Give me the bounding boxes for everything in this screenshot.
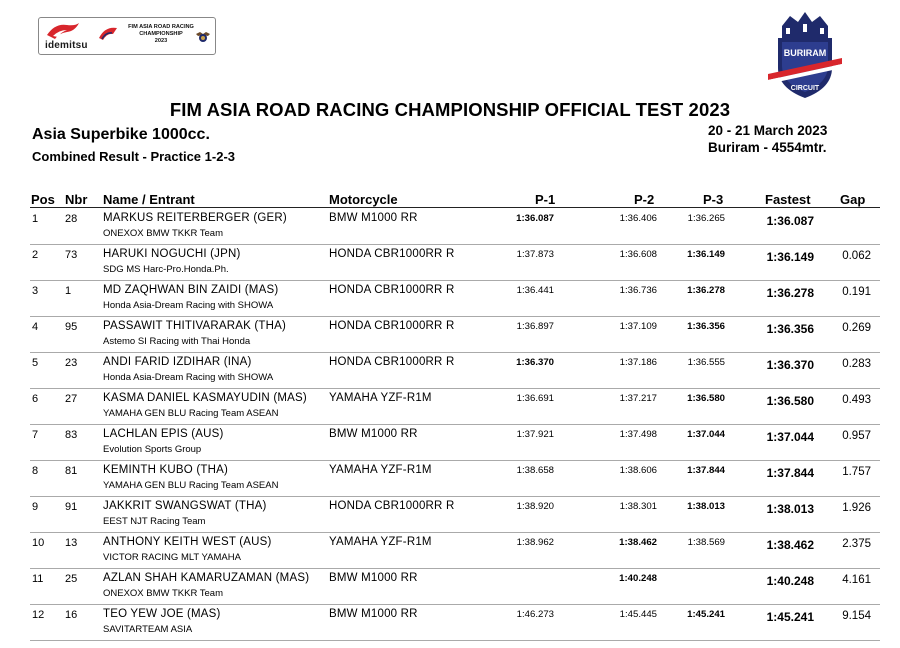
motorcycle: HONDA CBR1000RR R — [329, 320, 455, 332]
fastest-time: 1:37.844 — [766, 466, 814, 480]
gap: 0.191 — [842, 286, 871, 298]
motorcycle: HONDA CBR1000RR R — [329, 248, 455, 260]
race-number: 81 — [65, 465, 78, 477]
fastest-time: 1:38.013 — [766, 502, 814, 516]
column-header-motorcycle: Motorcycle — [329, 192, 398, 207]
p2-time: 1:37.109 — [619, 321, 657, 332]
position: 11 — [32, 573, 44, 585]
rider-name: MD ZAQHWAN BIN ZAIDI (MAS) — [103, 284, 279, 296]
motorcycle: YAMAHA YZF-R1M — [329, 536, 432, 548]
p2-time: 1:36.736 — [619, 285, 657, 296]
table-row — [30, 209, 880, 245]
p1-time: 1:36.087 — [516, 213, 554, 224]
table-row — [30, 281, 880, 317]
rider-name: ANDI FARID IZDIHAR (INA) — [103, 356, 252, 368]
position: 10 — [32, 537, 45, 549]
entrant-name: Evolution Sports Group — [103, 444, 202, 455]
session-name: Combined Result - Practice 1-2-3 — [32, 149, 235, 164]
row-divider — [30, 640, 880, 641]
p1-time: 1:36.370 — [516, 357, 554, 368]
svg-text:CIRCUIT: CIRCUIT — [790, 85, 820, 92]
table-row — [30, 353, 880, 389]
table-row — [30, 389, 880, 425]
p3-time: 1:36.356 — [687, 321, 725, 332]
entrant-name: Honda Asia-Dream Racing with SHOWA — [103, 300, 274, 311]
series-logo-year: 2023 — [154, 38, 168, 44]
fastest-time: 1:38.462 — [766, 538, 814, 552]
p1-time: 1:36.897 — [516, 321, 554, 332]
entrant-name: Astemo SI Racing with Thai Honda — [103, 336, 251, 347]
series-logo-box — [38, 17, 216, 55]
motorcycle: HONDA CBR1000RR R — [329, 500, 455, 512]
entrant-name: SDG MS Harc-Pro.Honda.Ph. — [103, 264, 229, 275]
p3-time: 1:37.844 — [687, 465, 725, 476]
table-row — [30, 497, 880, 533]
p2-time: 1:38.606 — [619, 465, 657, 476]
series-logo-line1: FIM ASIA ROAD RACING — [128, 24, 194, 30]
fastest-time: 1:40.248 — [766, 574, 814, 588]
race-number: 95 — [65, 321, 78, 333]
position: 4 — [32, 321, 39, 333]
position: 2 — [32, 249, 39, 261]
race-number: 13 — [65, 537, 78, 549]
race-number: 25 — [65, 573, 78, 585]
p2-time: 1:37.217 — [619, 393, 657, 404]
entrant-name: SAVITARTEAM ASIA — [103, 624, 193, 635]
event-date: 20 - 21 March 2023 — [708, 123, 828, 138]
rider-name: AZLAN SHAH KAMARUZAMAN (MAS) — [103, 572, 310, 584]
p2-time: 1:45.445 — [619, 609, 657, 620]
race-number: 1 — [65, 285, 72, 297]
table-row — [30, 569, 880, 605]
entrant-name: ONEXOX BMW TKKR Team — [103, 228, 224, 239]
p1-time: 1:38.920 — [516, 501, 554, 512]
p1-time: 1:46.273 — [516, 609, 554, 620]
p3-time: 1:45.241 — [687, 609, 725, 620]
position: 8 — [32, 465, 39, 477]
gap: 4.161 — [842, 574, 871, 586]
motorcycle: YAMAHA YZF-R1M — [329, 464, 432, 476]
p1-time: 1:37.921 — [516, 429, 554, 440]
motorcycle: HONDA CBR1000RR R — [329, 356, 455, 368]
column-header-nbr: Nbr — [65, 192, 88, 207]
entrant-name: YAMAHA GEN BLU Racing Team ASEAN — [103, 480, 279, 491]
fastest-time: 1:36.149 — [766, 250, 814, 264]
column-header-p3: P-3 — [703, 192, 724, 207]
position: 7 — [32, 429, 39, 441]
table-row — [30, 245, 880, 281]
sponsor-logo-text: idemitsu — [45, 40, 88, 51]
buriram-circuit-logo — [762, 8, 848, 100]
series-logo-text — [121, 24, 201, 45]
p2-time: 1:40.248 — [619, 573, 657, 584]
fastest-time: 1:45.241 — [766, 610, 814, 624]
document-title: FIM ASIA ROAD RACING CHAMPIONSHIP OFFICIAL TEST 2023 — [169, 99, 731, 120]
motorcycle: HONDA CBR1000RR R — [329, 284, 455, 296]
gap: 0.493 — [842, 394, 871, 406]
p3-time: 1:36.278 — [687, 285, 725, 296]
gap: 0.283 — [842, 358, 871, 370]
gap: 0.269 — [842, 322, 871, 334]
gap: 1.926 — [842, 502, 871, 514]
rider-name: MARKUS REITERBERGER (GER) — [103, 212, 287, 224]
p1-time: 1:36.691 — [516, 393, 554, 404]
race-number: 27 — [65, 393, 78, 405]
position: 5 — [32, 357, 39, 369]
class-name: Asia Superbike 1000cc. — [32, 126, 210, 143]
gap: 2.375 — [842, 538, 871, 550]
p3-time: 1:36.580 — [687, 393, 725, 404]
fastest-time: 1:36.278 — [766, 286, 814, 300]
position: 6 — [32, 393, 39, 405]
rider-name: PASSAWIT THITIVARARAK (THA) — [103, 320, 287, 332]
p3-time: 1:38.569 — [687, 537, 725, 548]
p3-time: 1:38.013 — [687, 501, 725, 512]
race-number: 73 — [65, 249, 78, 261]
table-row — [30, 425, 880, 461]
p2-time: 1:36.406 — [619, 213, 657, 224]
gap: 0.062 — [842, 250, 871, 262]
gap: 0.957 — [842, 430, 871, 442]
column-header-p2: P-2 — [634, 192, 655, 207]
column-header-name: Name / Entrant — [103, 192, 195, 207]
p1-time: 1:37.873 — [516, 249, 554, 260]
entrant-name: ONEXOX BMW TKKR Team — [103, 588, 224, 599]
table-row — [30, 317, 880, 353]
rider-name: JAKKRIT SWANGSWAT (THA) — [103, 500, 267, 512]
motorcycle: BMW M1000 RR — [329, 608, 418, 620]
column-header-pos: Pos — [31, 192, 55, 207]
table-row — [30, 533, 880, 569]
p3-time: 1:36.149 — [687, 249, 725, 260]
motorcycle: BMW M1000 RR — [329, 572, 418, 584]
column-header-gap: Gap — [840, 192, 866, 207]
p3-time: 1:37.044 — [687, 429, 725, 440]
fastest-time: 1:36.370 — [766, 358, 814, 372]
entrant-name: Honda Asia-Dream Racing with SHOWA — [103, 372, 274, 383]
entrant-name: YAMAHA GEN BLU Racing Team ASEAN — [103, 408, 279, 419]
p1-time: 1:36.441 — [516, 285, 554, 296]
race-number: 23 — [65, 357, 78, 369]
p2-time: 1:36.608 — [619, 249, 657, 260]
p3-time: 1:36.555 — [687, 357, 725, 368]
race-number: 83 — [65, 429, 78, 441]
winged-badge-icon — [195, 28, 211, 44]
table-row — [30, 605, 880, 641]
race-number: 16 — [65, 609, 78, 621]
motorcycle: BMW M1000 RR — [329, 212, 418, 224]
race-number: 28 — [65, 213, 78, 225]
header-divider — [30, 207, 880, 208]
rider-name: TEO YEW JOE (MAS) — [103, 608, 221, 620]
event-venue: Buriram - 4554mtr. — [708, 140, 827, 155]
p1-time: 1:38.658 — [516, 465, 554, 476]
position: 1 — [32, 213, 39, 225]
rider-name: ANTHONY KEITH WEST (AUS) — [103, 536, 272, 548]
p1-time: 1:38.962 — [516, 537, 554, 548]
fastest-time: 1:36.087 — [766, 214, 814, 228]
fastest-time: 1:36.356 — [766, 322, 814, 336]
p2-time: 1:38.462 — [619, 537, 657, 548]
p2-time: 1:38.301 — [619, 501, 657, 512]
fastest-time: 1:37.044 — [766, 430, 814, 444]
fastest-time: 1:36.580 — [766, 394, 814, 408]
p2-time: 1:37.498 — [619, 429, 657, 440]
entrant-name: EEST NJT Racing Team — [103, 516, 206, 527]
arrc-flag-icon — [97, 24, 119, 42]
entrant-name: VICTOR RACING MLT YAMAHA — [103, 552, 241, 563]
series-logo-line2: CHAMPIONSHIP — [139, 31, 183, 37]
p3-time: 1:36.265 — [687, 213, 725, 224]
rider-name: KASMA DANIEL KASMAYUDIN (MAS) — [103, 392, 307, 404]
svg-text:BURIRAM: BURIRAM — [783, 48, 827, 58]
gap: 9.154 — [842, 610, 871, 622]
rider-name: HARUKI NOGUCHI (JPN) — [103, 248, 241, 260]
column-header-fastest: Fastest — [765, 192, 811, 207]
motorcycle: YAMAHA YZF-R1M — [329, 392, 432, 404]
position: 9 — [32, 501, 39, 513]
gap: 1.757 — [842, 466, 871, 478]
motorcycle: BMW M1000 RR — [329, 428, 418, 440]
idemitsu-flame-icon — [45, 21, 81, 41]
race-number: 91 — [65, 501, 78, 513]
table-row — [30, 461, 880, 497]
rider-name: KEMINTH KUBO (THA) — [103, 464, 228, 476]
position: 12 — [32, 609, 45, 621]
column-header-p1: P-1 — [535, 192, 556, 207]
position: 3 — [32, 285, 39, 297]
p2-time: 1:37.186 — [619, 357, 657, 368]
rider-name: LACHLAN EPIS (AUS) — [103, 428, 224, 440]
